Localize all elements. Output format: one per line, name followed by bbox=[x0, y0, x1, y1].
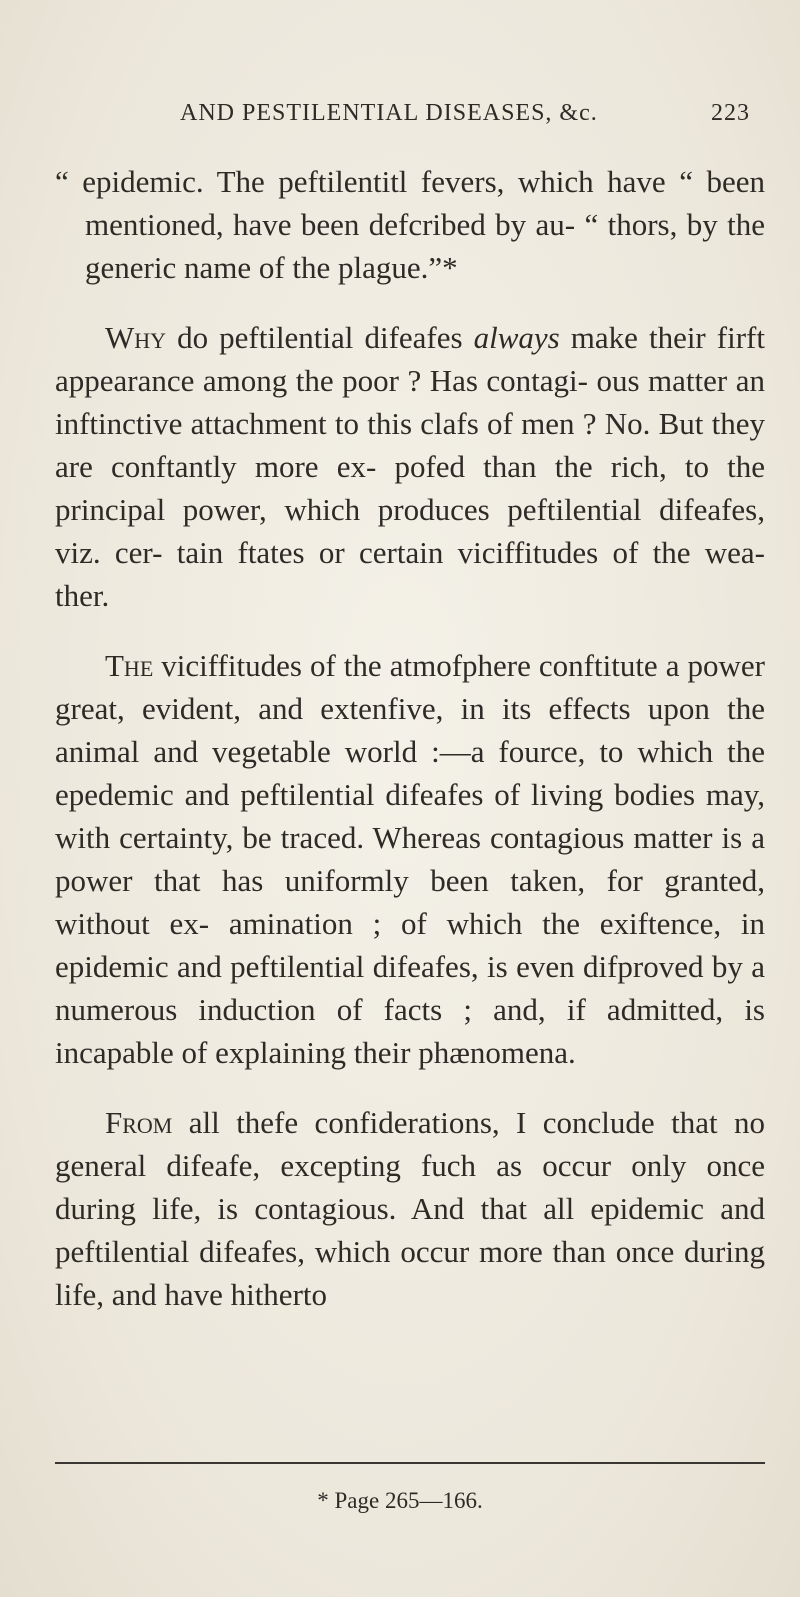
paragraph-lead-word: Why bbox=[105, 320, 167, 355]
paragraph-text: make their firft appearance among the poor ? Has contagi- ous matter an inftinctive attachment to this clafs of men ? No. But they are conftantly more ex- pofed than the rich, to the principal power, which produces peftilential difeafes, viz. cer- tain ftates or certain viciffitudes of the wea- ther. bbox=[55, 320, 765, 613]
body-text bbox=[55, 160, 765, 1316]
paragraph-text: do peftilential difeafes bbox=[166, 320, 474, 355]
paragraph-text: all thefe confiderations, I conclude that no general difeafe, excepting fuch as occur only once during life, is contagious. And that all epidemic and peftilential difeafes, which occur more than once during life, and have hitherto bbox=[55, 1105, 765, 1312]
paragraph-the bbox=[55, 644, 765, 1074]
paragraph-from bbox=[55, 1101, 765, 1316]
paragraph-why bbox=[55, 316, 765, 617]
running-title: AND PESTILENTIAL DISEASES, &c. bbox=[180, 100, 598, 126]
quoted-passage: “ epidemic. The peftilentitl fevers, which have “ been mentioned, have been defcribed by au- “ thors, by the generic name of the plague.”* bbox=[55, 164, 765, 285]
paragraph-lead-word: From bbox=[105, 1105, 173, 1140]
paragraph-lead-word: The bbox=[105, 648, 154, 683]
paragraph-text: viciffitudes of the atmofphere conftitute a power great, evident, and extenfive, in its effects upon the animal and vegetable world :—a fource, to which the epedemic and peftilential difeafes of living bodies may, with certainty, be traced. Whereas contagious matter is a power that has uniformly been taken, for granted, without ex- amination ; of which the exiftence, in epidemic and peftilential difeafes, is even difproved by a numerous induction of facts ; and, if admitted, is incapable of explaining their phænomena. bbox=[55, 648, 765, 1070]
page-number: 223 bbox=[711, 100, 750, 126]
italic-word: always bbox=[473, 320, 560, 355]
footnote: * Page 265—166. bbox=[317, 1488, 483, 1513]
footnote-rule bbox=[55, 1462, 765, 1464]
running-head bbox=[180, 100, 750, 140]
